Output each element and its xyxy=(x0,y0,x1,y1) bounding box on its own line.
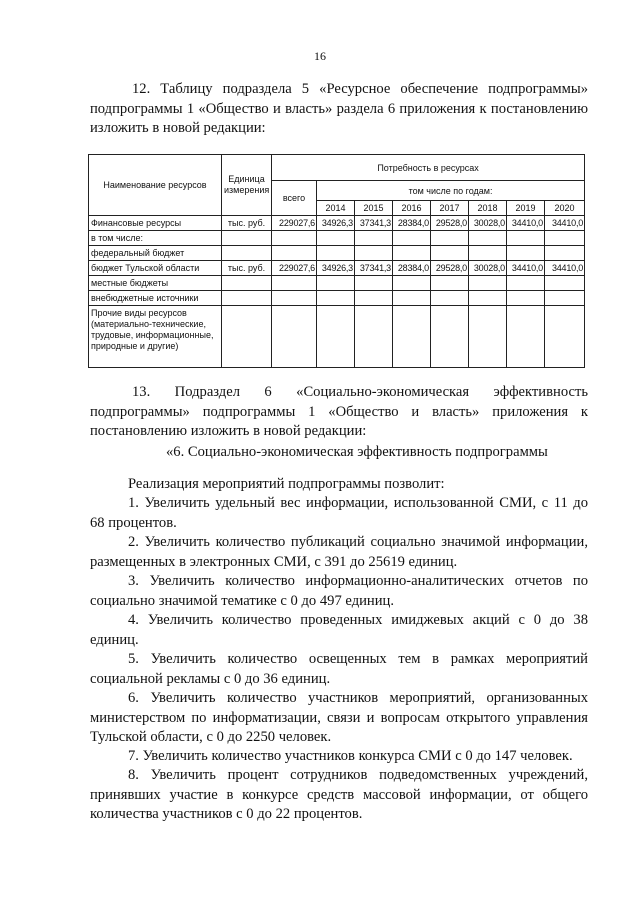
list-item: 1. Увеличить удельный вес информации, использованной СМИ, с 11 до 68 процентов. xyxy=(90,495,588,531)
header-year: 2020 xyxy=(545,201,585,216)
row-total xyxy=(272,291,317,306)
row-value xyxy=(431,306,469,368)
row-value: 34410,0 xyxy=(545,261,585,276)
row-value xyxy=(355,246,393,261)
row-value xyxy=(545,276,585,291)
list-item: 2. Увеличить количество публикаций социально значимой информации, размещенных в электронных СМИ, с 391 до 25619 единиц. xyxy=(90,534,588,570)
row-value xyxy=(393,306,431,368)
row-value xyxy=(545,291,585,306)
row-value xyxy=(393,276,431,291)
row-value xyxy=(431,231,469,246)
row-value: 34410,0 xyxy=(545,216,585,231)
row-value: 29528,0 xyxy=(431,261,469,276)
header-by-years: том числе по годам: xyxy=(317,181,585,201)
row-value xyxy=(317,306,355,368)
row-value xyxy=(507,276,545,291)
resource-table xyxy=(88,154,585,368)
row-unit xyxy=(222,306,272,368)
row-value: 37341,3 xyxy=(355,216,393,231)
row-value: 34926,3 xyxy=(317,216,355,231)
row-value xyxy=(545,306,585,368)
row-unit xyxy=(222,276,272,291)
list-item: 7. Увеличить количество участников конкурса СМИ с 0 до 147 человек. xyxy=(128,748,573,764)
header-demand: Потребность в ресурсах xyxy=(272,155,585,181)
table-row xyxy=(89,276,585,291)
row-total: 229027,6 xyxy=(272,216,317,231)
row-value xyxy=(317,276,355,291)
row-value xyxy=(317,291,355,306)
row-value xyxy=(545,231,585,246)
row-total xyxy=(272,231,317,246)
row-value xyxy=(393,231,431,246)
row-total xyxy=(272,306,317,368)
list-item: 4. Увеличить количество проведенных имиджевых акций с 0 до 38 единиц. xyxy=(90,612,588,648)
section-6-intro: Реализация мероприятий подпрограммы позволит: xyxy=(128,476,445,492)
row-value: 30028,0 xyxy=(469,261,507,276)
header-year: 2015 xyxy=(355,201,393,216)
row-name: федеральный бюджет xyxy=(89,246,222,261)
row-unit xyxy=(222,291,272,306)
row-value xyxy=(317,231,355,246)
row-value: 29528,0 xyxy=(431,216,469,231)
row-name: внебюджетные источники xyxy=(89,291,222,306)
list-item: 5. Увеличить количество освещенных тем в рамках мероприятий социальной рекламы с 0 до 36 единиц. xyxy=(90,651,588,687)
row-value xyxy=(355,276,393,291)
row-value xyxy=(469,246,507,261)
list-item: 3. Увеличить количество информационно-аналитических отчетов по социально значимой тематике с 0 до 497 единиц. xyxy=(90,573,588,609)
row-unit: тыс. руб. xyxy=(222,261,272,276)
row-name: Прочие виды ресурсов (материально-технические, трудовые, информационные, природные и другие) xyxy=(89,306,222,368)
table-row xyxy=(89,216,585,231)
row-value xyxy=(431,291,469,306)
row-value: 28384,0 xyxy=(393,216,431,231)
table-row xyxy=(89,291,585,306)
row-value xyxy=(355,231,393,246)
row-value xyxy=(393,291,431,306)
row-name: в том числе: xyxy=(89,231,222,246)
table-row xyxy=(89,306,585,368)
row-value xyxy=(507,291,545,306)
header-year: 2018 xyxy=(469,201,507,216)
row-name: Финансовые ресурсы xyxy=(89,216,222,231)
header-unit: Единица измерения xyxy=(222,155,272,216)
row-total xyxy=(272,276,317,291)
row-value: 34410,0 xyxy=(507,261,545,276)
row-value xyxy=(469,231,507,246)
row-value xyxy=(507,306,545,368)
row-value xyxy=(469,306,507,368)
row-name: бюджет Тульской области xyxy=(89,261,222,276)
row-value xyxy=(507,231,545,246)
row-value: 34410,0 xyxy=(507,216,545,231)
section-6-heading: «6. Социально-экономическая эффективность подпрограммы xyxy=(166,444,548,460)
item-12-paragraph: 12. Таблицу подраздела 5 «Ресурсное обеспечение подпрограммы» подпрограммы 1 «Общество и власть» раздела 6 приложения к постановлению изложить в новой редакции: xyxy=(90,81,588,136)
row-value: 34926,3 xyxy=(317,261,355,276)
row-value xyxy=(393,246,431,261)
row-value xyxy=(431,246,469,261)
row-value: 28384,0 xyxy=(393,261,431,276)
row-total: 229027,6 xyxy=(272,261,317,276)
table-row xyxy=(89,246,585,261)
header-total: всего xyxy=(272,181,317,216)
row-value: 30028,0 xyxy=(469,216,507,231)
header-year: 2014 xyxy=(317,201,355,216)
row-value xyxy=(507,246,545,261)
table-row xyxy=(89,261,585,276)
page-number: 16 xyxy=(314,49,326,63)
header-resource-name: Наименование ресурсов xyxy=(89,155,222,216)
row-name: местные бюджеты xyxy=(89,276,222,291)
row-value xyxy=(469,276,507,291)
row-value xyxy=(469,291,507,306)
row-value xyxy=(355,291,393,306)
header-year: 2017 xyxy=(431,201,469,216)
row-value: 37341,3 xyxy=(355,261,393,276)
item-13-paragraph: 13. Подраздел 6 «Социально-экономическая эффективность подпрограммы» подпрограммы 1 «Общество и власть» приложения к постановлению изложить в новой редакции: xyxy=(90,384,588,439)
row-total xyxy=(272,246,317,261)
row-unit xyxy=(222,246,272,261)
row-value xyxy=(545,246,585,261)
row-unit xyxy=(222,231,272,246)
list-item: 6. Увеличить количество участников мероприятий, организованных министерством по информатизации, связи и вопросам открытого управления Тульской области, с 0 до 2250 человек. xyxy=(90,690,588,745)
row-value xyxy=(431,276,469,291)
list-item: 8. Увеличить процент сотрудников подведомственных учреждений, принявших участие в конкурсе средств массовой информации, от общего количества участников с 0 до 22 процентов. xyxy=(90,767,588,822)
row-value xyxy=(355,306,393,368)
row-unit: тыс. руб. xyxy=(222,216,272,231)
header-year: 2019 xyxy=(507,201,545,216)
row-value xyxy=(317,246,355,261)
table-row xyxy=(89,231,585,246)
header-year: 2016 xyxy=(393,201,431,216)
